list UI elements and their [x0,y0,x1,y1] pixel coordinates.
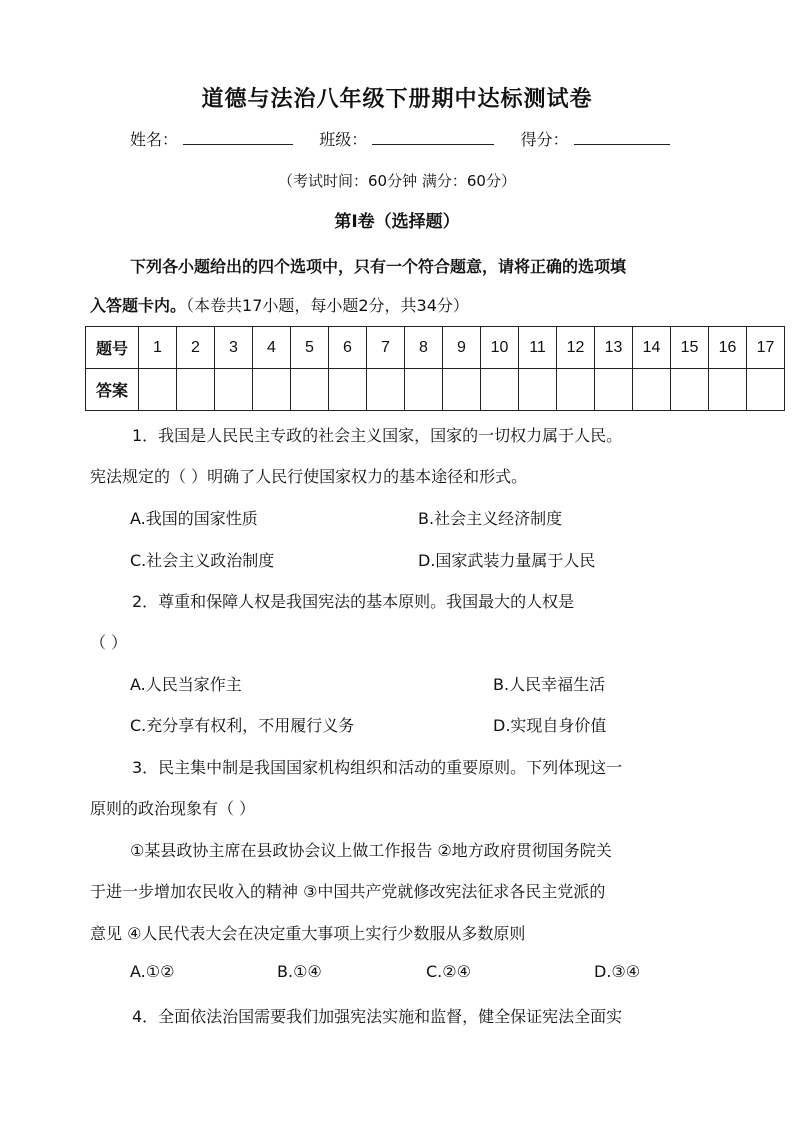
instructions-line2-plain: （本卷共17小题，每小题2分，共34分） [186,296,469,315]
answer-table-number-row [86,327,785,369]
question-number-cell: 2 [177,327,215,369]
question-3-option-c[interactable]: C.②④ [426,962,471,981]
answer-cell[interactable] [329,369,367,411]
question-number-cell: 15 [671,327,709,369]
instructions-line2 [90,293,720,316]
question-1-stem-line2: 宪法规定的（ ）明确了人民行使国家权力的基本途径和形式。 [90,467,528,486]
question-1-option-b[interactable]: B.社会主义经济制度 [418,509,563,528]
question-number-cell: 14 [633,327,671,369]
question-2-option-a[interactable]: A.人民当家作主 [130,675,242,694]
question-3-option-b[interactable]: B.①④ [277,962,322,981]
score-blank[interactable] [574,130,670,145]
question-number-cell: 8 [405,327,443,369]
answer-cell[interactable] [519,369,557,411]
question-number-cell: 3 [215,327,253,369]
section-title: 第Ⅰ卷（选择题） [334,212,460,232]
answer-cell[interactable] [595,369,633,411]
score-label: 得分： [520,130,569,149]
question-3-option-a[interactable]: A.①② [130,962,175,981]
answer-cell[interactable] [215,369,253,411]
question-number-cell: 7 [367,327,405,369]
question-3-option-d[interactable]: D.③④ [594,962,641,981]
question-2-stem-line1: 2．尊重和保障人权是我国宪法的基本原则。我国最大的人权是 [132,592,575,611]
question-number-cell: 16 [709,327,747,369]
question-number-cell: 6 [329,327,367,369]
question-2-stem-line2: （ ） [90,633,128,652]
class-label: 班级： [319,130,368,149]
question-3-stem-line1: 3．民主集中制是我国国家机构组织和活动的重要原则。下列体现这一 [132,758,623,777]
question-2-option-d[interactable]: D.实现自身价值 [493,716,607,735]
instructions-line2-bold: 入答题卡内。 [90,296,187,315]
answer-row-header: 答案 [86,369,139,411]
answer-cell[interactable] [443,369,481,411]
question-2-option-b[interactable]: B.人民幸福生活 [493,675,606,694]
question-1-stem-line1: 1．我国是人民民主专政的社会主义国家，国家的一切权力属于人民。 [132,426,623,445]
question-1-option-a[interactable]: A.我国的国家性质 [130,509,258,528]
question-4-stem-line1: 4．全面依法治国需要我们加强宪法实施和监督，健全保证宪法全面实 [132,1007,623,1026]
question-2-option-c[interactable]: C.充分享有权利，不用履行义务 [130,716,355,735]
answer-cell[interactable] [633,369,671,411]
question-number-cell: 11 [519,327,557,369]
question-3-stem-line5: 意见 ④人民代表大会在决定重大事项上实行少数服从多数原则 [90,924,526,943]
answer-cell[interactable] [481,369,519,411]
question-number-cell: 13 [595,327,633,369]
answer-cell[interactable] [747,369,785,411]
question-3-stem-line2: 原则的政治现象有（ ） [90,799,256,818]
question-number-cell: 12 [557,327,595,369]
name-blank[interactable] [183,130,293,145]
number-row-header: 题号 [86,327,139,369]
answer-cell[interactable] [253,369,291,411]
question-3-stem-line3: ①某县政协主席在县政协会议上做工作报告 ②地方政府贯彻国务院关 [130,841,612,860]
answer-cell[interactable] [557,369,595,411]
question-number-cell: 9 [443,327,481,369]
answer-cell[interactable] [367,369,405,411]
question-1-option-d[interactable]: D.国家武装力量属于人民 [418,551,596,570]
question-number-cell: 5 [291,327,329,369]
question-number-cell: 10 [481,327,519,369]
answer-cell[interactable] [709,369,747,411]
instructions-line1: 下列各小题给出的四个选项中，只有一个符合题意，请将正确的选项填 [130,257,627,276]
question-number-cell: 4 [253,327,291,369]
question-number-cell: 1 [139,327,177,369]
answer-table [85,326,785,411]
question-1-option-c[interactable]: C.社会主义政治制度 [130,551,275,570]
answer-cell[interactable] [291,369,329,411]
page-title: 道德与法治八年级下册期中达标测试卷 [201,86,593,112]
answer-cell[interactable] [139,369,177,411]
name-label: 姓名： [130,130,179,149]
answer-cell[interactable] [671,369,709,411]
question-number-cell: 17 [747,327,785,369]
question-3-stem-line4: 于进一步增加农民收入的精神 ③中国共产党就修改宪法征求各民主党派的 [90,882,606,901]
student-info-row [130,127,670,150]
class-blank[interactable] [372,130,494,145]
answer-cell[interactable] [177,369,215,411]
answer-cell[interactable] [405,369,443,411]
exam-meta: （考试时间：60分钟 满分：60分） [278,172,516,190]
answer-table-answer-row [86,369,785,411]
